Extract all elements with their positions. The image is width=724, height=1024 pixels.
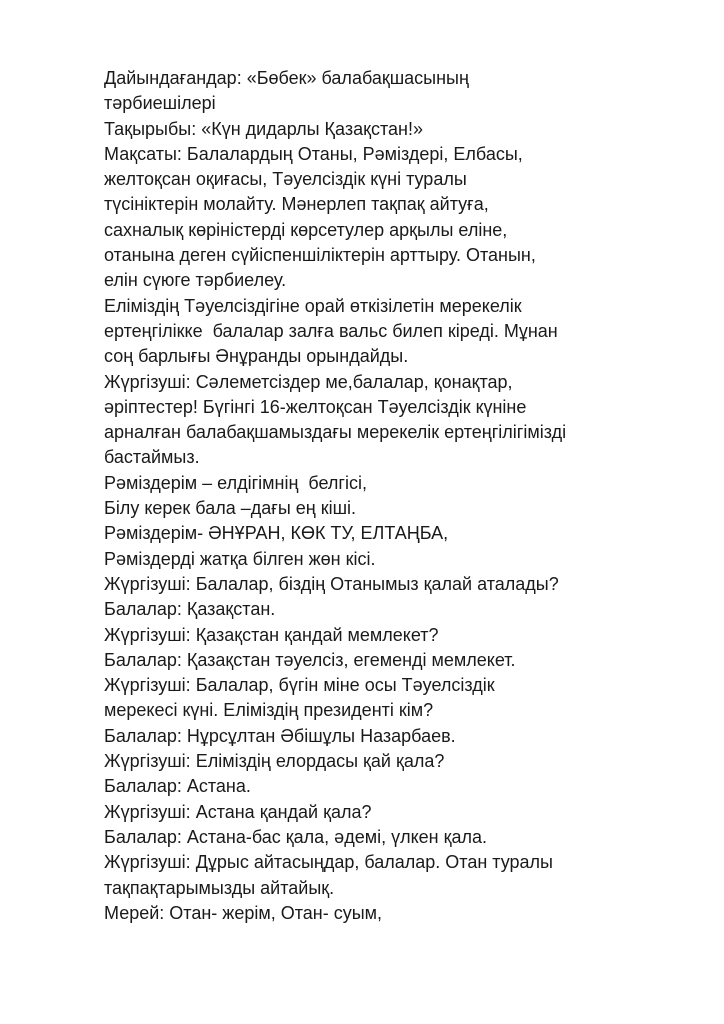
text-line: Рәміздерді жатқа білген жөн кісі. (104, 548, 376, 569)
text-line: сахналық көріністерді көрсетулер арқылы еліне, (104, 219, 508, 240)
text-line: Балалар: Қазақстан тәуелсіз, егеменді мемлекет. (104, 649, 516, 670)
text-line: тәрбиешілері (104, 93, 216, 114)
text-line: Жүргізуші: Балалар, бүгін міне осы Тәуелсіздік (104, 675, 495, 696)
text-line: Еліміздің Тәуелсіздігіне орай өткізілетін мерекелік (104, 295, 522, 316)
text-line: ертеңгілікке балалар залға вальс билеп кіреді. Мұнан (104, 320, 558, 341)
document-text (104, 66, 704, 926)
text-line: Балалар: Қазақстан. (104, 599, 276, 620)
text-line: әріптестер! Бүгінгі 16-желтоқсан Тәуелсіздік күніне (104, 396, 527, 417)
text-line: Тақырыбы: «Күн дидарлы Қазақстан!» (104, 118, 423, 139)
text-line: Балалар: Астана. (104, 776, 251, 797)
text-line: Жүргізуші: Қазақстан қандай мемлекет? (104, 624, 439, 645)
text-line: отанына деген сүйіспеншіліктерін арттыру. Отанын, (104, 245, 536, 266)
text-line: Жүргізуші: Еліміздің елордасы қай қала? (104, 751, 445, 772)
text-line: Мақсаты: Балалардың Отаны, Рәміздері, Елбасы, (104, 143, 523, 164)
text-line: мерекесі күні. Еліміздің президенті кім? (104, 700, 434, 721)
text-line: Жүргізуші: Балалар, біздің Отанымыз қалай аталады? (104, 573, 559, 594)
text-line: Білу керек бала –дағы ең кіші. (104, 498, 357, 519)
text-line: арналған балабақшамыздағы мерекелік ертеңгілігімізді (104, 422, 567, 443)
text-line: елін сүюге тәрбиелеу. (104, 270, 287, 291)
text-line: Балалар: Астана-бас қала, әдемі, үлкен қала. (104, 826, 488, 847)
text-line: түсініктерін молайту. Мәнерлеп тақпақ айтуға, (104, 194, 489, 215)
text-line: бастаймыз. (104, 447, 200, 468)
text-line: Мерей: Отан- жерім, Отан- суым, (104, 902, 383, 923)
text-line: Жүргізуші: Дұрыс айтасыңдар, балалар. Отан туралы (104, 852, 553, 873)
text-line: желтоқсан оқиғасы, Тәуелсіздік күні туралы (104, 169, 467, 190)
text-line: Рәміздерім – елдігімнің белгісі, (104, 472, 367, 493)
text-line: Дайындағандар: «Бөбек» балабақшасының (104, 68, 469, 88)
text-line: Жүргізуші: Астана қандай қала? (104, 801, 372, 822)
text-line: Балалар: Нұрсұлтан Әбішұлы Назарбаев. (104, 725, 456, 746)
text-line: тақпақтарымызды айтайық. (104, 877, 335, 898)
text-line: Рәміздерім- ӘНҰРАН, КӨК ТУ, ЕЛТАҢБА, (104, 523, 449, 544)
text-line: соң барлығы Әнұранды орындайды. (104, 346, 409, 367)
text-line: Жүргізуші: Сәлеметсіздер ме,балалар, қонақтар, (104, 371, 513, 392)
